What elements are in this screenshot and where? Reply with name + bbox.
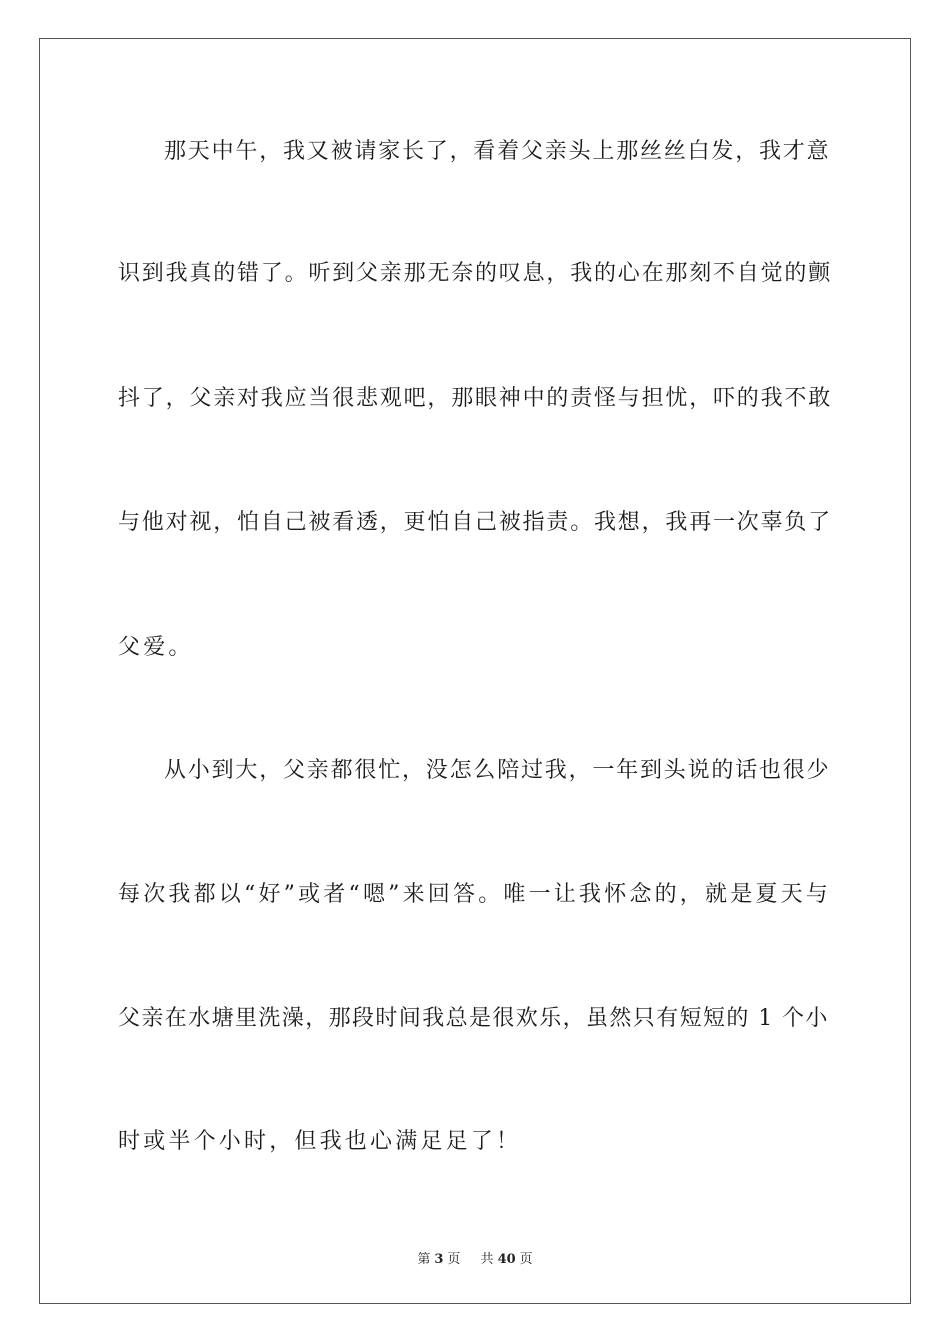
text-line: 每次我都以“好”或者“嗯”来回答。唯一让我怀念的，就是夏天与 xyxy=(118,882,831,907)
text-line: 那天中午，我又被请家长了，看着父亲头上那丝丝白发，我才意 xyxy=(164,139,831,164)
text-line: 父亲在水塘里洗澡，那段时间我总是很欢乐，虽然只有短短的 1 个小 xyxy=(118,1006,829,1031)
text-line: 父爱。 xyxy=(118,635,194,660)
text-line: 抖了，父亲对我应当很悲观吧，那眼神中的责怪与担忧，吓的我不敢 xyxy=(118,386,832,411)
page-total: 共 40 页 xyxy=(480,1252,533,1267)
text-line: 与他对视，怕自己被看透，更怕自己被指责。我想，我再一次辜负了 xyxy=(118,510,832,535)
page-border xyxy=(39,38,911,1304)
text-line: 时或半个小时，但我也心满足足了！ xyxy=(118,1129,522,1154)
text-line: 识到我真的错了。听到父亲那无奈的叹息，我的心在那刻不自觉的颤 xyxy=(118,261,832,286)
page-footer xyxy=(0,1248,950,1267)
page-number: 第 3 页 xyxy=(417,1252,461,1267)
text-line: 从小到大，父亲都很忙，没怎么陪过我，一年到头说的话也很少 xyxy=(164,758,831,783)
